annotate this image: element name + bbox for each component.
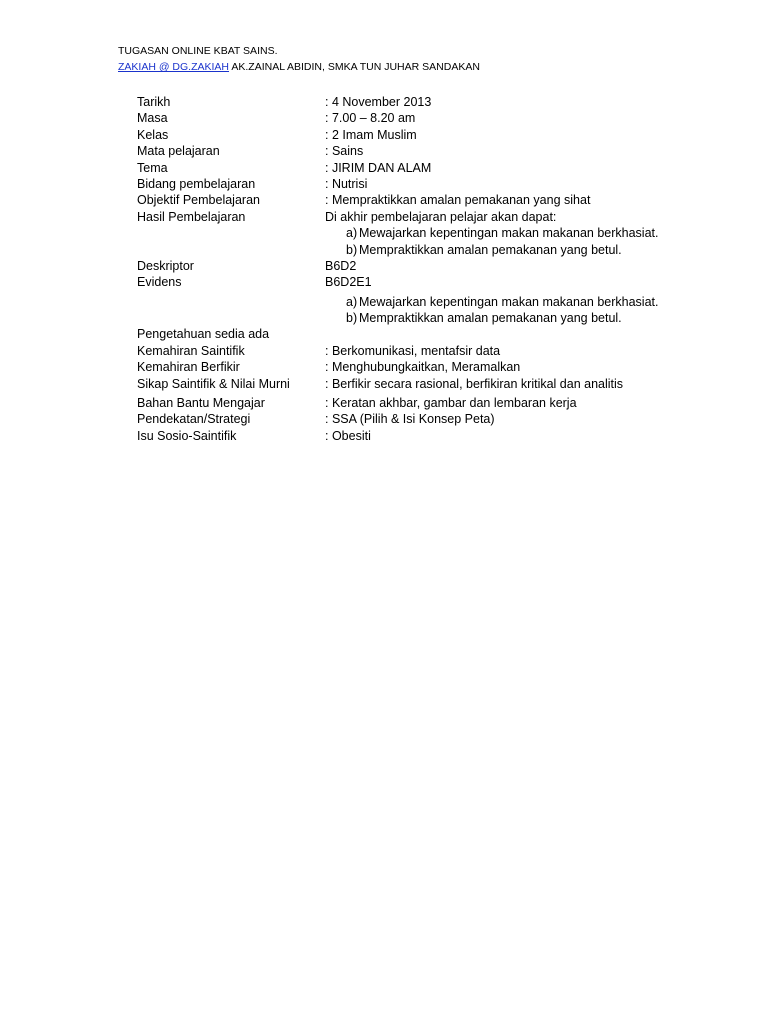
author-line <box>118 59 480 75</box>
row-value: : Berfikir secara rasional, berfikiran kritikal dan analitis <box>325 376 624 391</box>
row-kemahiran-saintifik <box>137 343 697 359</box>
author-school: AK.ZAINAL ABIDIN, SMKA TUN JUHAR SANDAKAN <box>229 61 480 73</box>
row-label: Masa <box>137 111 168 126</box>
list-marker: b) <box>346 311 358 326</box>
list-marker: b) <box>346 242 358 257</box>
row-label: Pendekatan/Strategi <box>137 412 251 427</box>
row-sikap-saintifik <box>137 376 697 392</box>
row-value: : SSA (Pilih & Isi Konsep Peta) <box>325 412 495 427</box>
row-label: Isu Sosio-Saintifik <box>137 428 237 443</box>
document-header <box>118 43 480 75</box>
row-isu-sosio <box>137 428 697 444</box>
row-pendekatan <box>137 411 697 427</box>
row-value: : Nutrisi <box>325 176 368 191</box>
row-label: Deskriptor <box>137 258 194 273</box>
list-item-evidens-b <box>137 310 697 326</box>
author-link[interactable]: ZAKIAH @ DG.ZAKIAH <box>118 61 230 73</box>
list-text: Mewajarkan kepentingan makan makanan berkhasiat. <box>359 226 659 241</box>
row-label: Sikap Saintifik & Nilai Murni <box>137 376 290 391</box>
row-label: Kemahiran Berfikir <box>137 360 240 375</box>
list-text: Mempraktikkan amalan pemakanan yang betul. <box>359 311 622 326</box>
row-hasil <box>137 209 697 225</box>
row-masa <box>137 110 697 126</box>
row-label: Bahan Bantu Mengajar <box>137 396 265 411</box>
list-item-hasil-b <box>137 242 697 258</box>
row-value: : Berkomunikasi, mentafsir data <box>325 343 501 358</box>
row-value: : Keratan akhbar, gambar dan lembaran kerja <box>325 396 577 411</box>
row-label: Tema <box>137 160 168 175</box>
row-kemahiran-berfikir <box>137 359 697 375</box>
row-value: : 7.00 – 8.20 am <box>325 111 416 126</box>
row-label: Kelas <box>137 127 169 142</box>
row-label: Bidang pembelajaran <box>137 176 256 191</box>
list-item-hasil-a <box>137 225 697 241</box>
row-deskriptor <box>137 258 697 274</box>
row-objektif <box>137 192 697 208</box>
row-value: : Mempraktikkan amalan pemakanan yang sihat <box>325 193 591 208</box>
row-kelas <box>137 127 697 143</box>
row-value: : JIRIM DAN ALAM <box>325 160 432 175</box>
list-item-evidens-a <box>137 294 697 310</box>
row-pengetahuan <box>137 326 697 342</box>
list-text: Mewajarkan kepentingan makan makanan berkhasiat. <box>359 294 659 309</box>
row-tarikh <box>137 94 697 110</box>
row-value: Di akhir pembelajaran pelajar akan dapat: <box>325 209 557 224</box>
list-text: Mempraktikkan amalan pemakanan yang betul. <box>359 242 622 257</box>
row-label: Hasil Pembelajaran <box>137 209 246 224</box>
row-label: Evidens <box>137 275 182 290</box>
row-label: Tarikh <box>137 95 171 109</box>
lesson-plan <box>137 94 697 444</box>
row-label: Objektif Pembelajaran <box>137 193 260 208</box>
row-value: : 2 Imam Muslim <box>325 127 417 142</box>
list-marker: a) <box>346 226 358 241</box>
row-bidang-pembelajaran <box>137 176 697 192</box>
row-label: Kemahiran Saintifik <box>137 343 245 358</box>
list-marker: a) <box>346 294 358 309</box>
row-value: : Menghubungkaitkan, Meramalkan <box>325 360 521 375</box>
row-evidens <box>137 274 697 290</box>
row-value: B6D2E1 <box>325 275 372 290</box>
row-value: : Obesiti <box>325 428 371 443</box>
row-label: Pengetahuan sedia ada <box>137 327 270 342</box>
row-value <box>325 326 697 342</box>
row-mata-pelajaran <box>137 143 697 159</box>
row-value: : Sains <box>325 144 364 159</box>
row-value: : 4 November 2013 <box>325 95 432 109</box>
row-bahan-bantu <box>137 395 697 411</box>
row-tema <box>137 160 697 176</box>
assignment-title: TUGASAN ONLINE KBAT SAINS. <box>118 45 278 57</box>
row-label: Mata pelajaran <box>137 144 220 159</box>
row-value: B6D2 <box>325 258 357 273</box>
